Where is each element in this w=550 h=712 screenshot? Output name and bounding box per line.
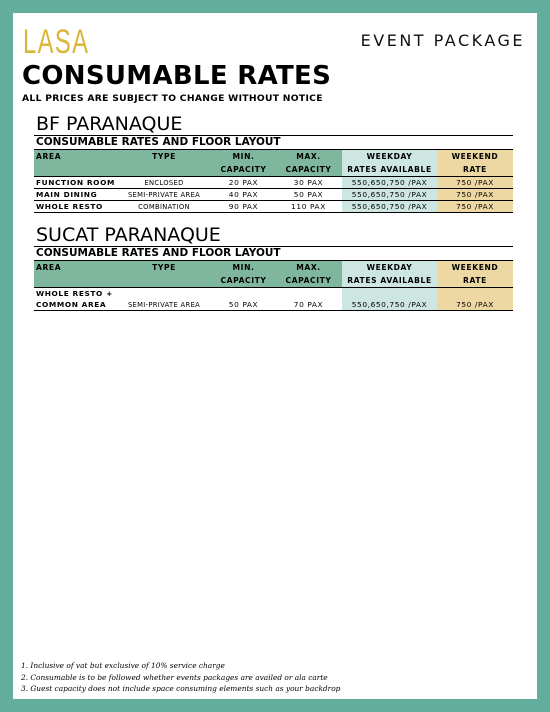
col-header-weekday: WEEKDAY <box>342 261 437 274</box>
document-type: EVENT PACKAGE <box>360 31 525 50</box>
rate-sheet <box>13 13 537 699</box>
footnote-2: 2. Consumable is to be followed whether events packages are availed or ala carte <box>21 672 328 682</box>
col-header-type-blank <box>116 163 212 177</box>
cell-area: MAIN DINING <box>34 189 116 201</box>
cell-weekday: 550,650,750 /PAX <box>342 189 437 201</box>
cell-weekend: 750 /PAX <box>437 177 513 189</box>
cell-type: COMBINATION <box>116 201 212 213</box>
cell-min: 20 PAX <box>212 177 275 189</box>
header-row <box>34 274 513 288</box>
cell-weekend: 750 /PAX <box>437 299 513 311</box>
cell-blank <box>116 288 212 300</box>
footnote-1: 1. Inclusive of vat but exclusive of 10% service charge <box>21 661 225 670</box>
col-header-weekday: WEEKDAY <box>342 150 437 163</box>
price-notice: ALL PRICES ARE SUBJECT TO CHANGE WITHOUT NOTICE <box>22 93 323 104</box>
cell-weekend: 750 /PAX <box>437 201 513 213</box>
col-header-max: MAX. <box>275 261 342 274</box>
cell-max: 50 PAX <box>275 189 342 201</box>
cell-max: 30 PAX <box>275 177 342 189</box>
cell-type: SEMI-PRIVATE AREA <box>116 299 212 311</box>
footnote-3: 3. Guest capacity does not include space consuming elements such as your backdrop <box>21 684 341 693</box>
cell-weekday: 550,650,750 /PAX <box>342 299 437 311</box>
sucat-paranaque-section <box>34 224 513 311</box>
brand-logo: LASA <box>23 23 90 61</box>
cell-max: 110 PAX <box>275 201 342 213</box>
col-header-min: MIN. <box>212 150 275 163</box>
col-header-type: TYPE <box>116 261 212 274</box>
cell-area-line-1: WHOLE RESTO + <box>34 288 116 300</box>
col-header-area: AREA <box>34 261 116 274</box>
col-header-max: MAX. <box>275 150 342 163</box>
header-row <box>34 150 513 163</box>
col-header-area: AREA <box>34 150 116 163</box>
col-header-weekday-2: RATES AVAILABLE <box>342 274 437 288</box>
cell-weekday: 550,650,750 /PAX <box>342 177 437 189</box>
page-title: CONSUMABLE RATES <box>22 61 332 91</box>
table-row <box>34 201 513 213</box>
rates-table <box>34 150 513 213</box>
col-header-min-2: CAPACITY <box>212 274 275 288</box>
cell-min: 50 PAX <box>212 299 275 311</box>
section-subtitle: CONSUMABLE RATES AND FLOOR LAYOUT <box>34 135 513 150</box>
cell-blank <box>342 288 437 300</box>
col-header-max-2: CAPACITY <box>275 274 342 288</box>
cell-min: 40 PAX <box>212 189 275 201</box>
col-header-type: TYPE <box>116 150 212 163</box>
header-row <box>34 261 513 274</box>
col-header-area-blank <box>34 274 116 288</box>
table-row <box>34 177 513 189</box>
cell-blank <box>437 288 513 300</box>
cell-type: SEMI-PRIVATE AREA <box>116 189 212 201</box>
bf-paranaque-section <box>34 113 513 213</box>
col-header-area-blank <box>34 163 116 177</box>
col-header-weekend: WEEKEND <box>437 150 513 163</box>
cell-weekday: 550,650,750 /PAX <box>342 201 437 213</box>
cell-blank <box>275 288 342 300</box>
cell-area: WHOLE RESTO <box>34 201 116 213</box>
table-row <box>34 288 513 300</box>
footnotes <box>21 660 340 695</box>
col-header-type-blank <box>116 274 212 288</box>
rates-table <box>34 261 513 311</box>
table-row <box>34 299 513 311</box>
location-title: SUCAT PARANAQUE <box>36 224 221 246</box>
header-row <box>34 163 513 177</box>
col-header-weekday-2: RATES AVAILABLE <box>342 163 437 177</box>
col-header-min-2: CAPACITY <box>212 163 275 177</box>
col-header-weekend: WEEKEND <box>437 261 513 274</box>
cell-type: ENCLOSED <box>116 177 212 189</box>
section-subtitle: CONSUMABLE RATES AND FLOOR LAYOUT <box>34 246 513 261</box>
col-header-weekend-2: RATE <box>437 274 513 288</box>
cell-area: FUNCTION ROOM <box>36 178 115 187</box>
col-header-max-2: CAPACITY <box>275 163 342 177</box>
cell-min: 90 PAX <box>212 201 275 213</box>
cell-max: 70 PAX <box>275 299 342 311</box>
table-row <box>34 189 513 201</box>
col-header-min: MIN. <box>212 261 275 274</box>
cell-weekend: 750 /PAX <box>437 189 513 201</box>
cell-area-line-2: COMMON AREA <box>34 299 116 311</box>
cell-blank <box>212 288 275 300</box>
location-title: BF PARANAQUE <box>36 113 183 135</box>
col-header-weekend-2: RATE <box>437 163 513 177</box>
